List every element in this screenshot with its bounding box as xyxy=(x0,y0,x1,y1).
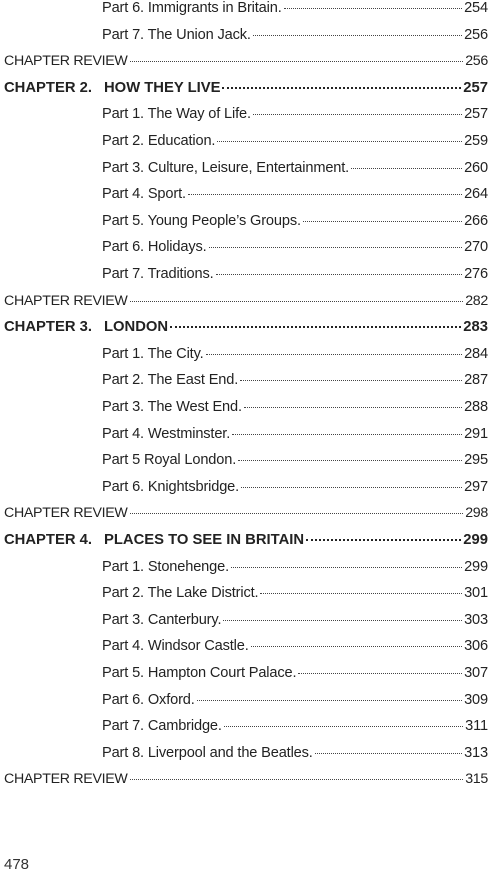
page-ref: 270 xyxy=(464,239,488,256)
part-label: Part 5. Young People’s Groups. xyxy=(102,212,301,229)
part-label: Part 2. Education. xyxy=(102,133,216,149)
dot-leader xyxy=(244,407,462,408)
toc-part-row[interactable] xyxy=(102,559,488,581)
chapter-heading xyxy=(4,319,168,335)
dot-leader xyxy=(306,539,461,541)
chapter-heading xyxy=(4,80,220,96)
dot-leader xyxy=(188,194,462,195)
part-label: Part 4. Windsor Castle. xyxy=(102,638,249,655)
toc-part-row[interactable] xyxy=(102,692,488,714)
dot-leader xyxy=(223,620,462,621)
toc-part-row[interactable] xyxy=(102,426,488,448)
part-label: Part 5 Royal London. xyxy=(102,452,237,469)
review-label: CHAPTER REVIEW xyxy=(4,771,128,788)
toc-review-row[interactable] xyxy=(4,771,488,793)
dot-leader xyxy=(209,247,463,248)
dot-leader xyxy=(130,61,464,62)
dot-leader xyxy=(351,168,462,169)
part-label: Part 6. Oxford. xyxy=(102,691,195,708)
toc-part-row[interactable] xyxy=(102,372,488,394)
part-label: Part 6. Knightsbridge. xyxy=(102,478,240,495)
toc-part-row[interactable] xyxy=(102,133,488,155)
page-ref: 309 xyxy=(464,691,488,708)
toc-review-row[interactable] xyxy=(4,53,488,75)
chapter-title: HOW THEY LIVE xyxy=(104,79,221,96)
page-ref: 303 xyxy=(464,611,488,628)
toc-part-row[interactable] xyxy=(102,479,488,501)
toc-part-row[interactable] xyxy=(102,239,488,261)
part-label: Part 6. Immigrants in Britain. xyxy=(102,0,282,16)
page-ref: 299 xyxy=(464,558,488,575)
toc-part-row[interactable] xyxy=(102,160,488,182)
page-ref: 301 xyxy=(464,585,488,602)
toc-part-row[interactable] xyxy=(102,399,488,421)
toc-part-row[interactable] xyxy=(102,186,488,208)
toc-part-row[interactable] xyxy=(102,612,488,634)
page-ref: 288 xyxy=(464,399,488,415)
chapter-number: CHAPTER 3. xyxy=(4,319,92,336)
dot-leader xyxy=(253,114,462,115)
dot-leader xyxy=(222,87,461,89)
review-label: CHAPTER REVIEW xyxy=(4,505,128,522)
toc-chapter-row[interactable] xyxy=(4,319,488,341)
toc-part-row[interactable] xyxy=(102,0,488,22)
toc-part-row[interactable] xyxy=(102,346,488,368)
dot-leader xyxy=(240,380,462,381)
part-label: Part 1. The Way of Life. xyxy=(102,106,251,123)
page-ref: 291 xyxy=(464,425,488,442)
part-label: Part 7. Cambridge. xyxy=(102,718,222,735)
toc-chapter-row[interactable] xyxy=(4,532,488,554)
dot-leader xyxy=(241,487,462,488)
review-label: CHAPTER REVIEW xyxy=(4,292,128,309)
part-label: Part 1. Stonehenge. xyxy=(102,558,229,575)
toc-chapter-row[interactable] xyxy=(4,80,488,102)
page-ref: 295 xyxy=(464,452,488,469)
part-label: Part 1. The City. xyxy=(102,345,204,362)
page-ref: 315 xyxy=(465,771,488,788)
page-ref: 266 xyxy=(464,212,488,229)
page-ref: 256 xyxy=(464,26,488,43)
part-label: Part 3. Culture, Leisure, Entertainment. xyxy=(102,159,350,176)
toc-part-row[interactable] xyxy=(102,638,488,660)
page-ref: 297 xyxy=(464,478,488,495)
part-label: Part 6. Holidays. xyxy=(102,239,207,256)
page-ref: 257 xyxy=(464,106,488,123)
page-ref: 257 xyxy=(463,79,488,96)
dot-leader xyxy=(216,274,463,275)
page-ref: 282 xyxy=(465,292,488,309)
part-label: Part 3. Canterbury. xyxy=(102,611,222,628)
page-ref: 284 xyxy=(464,345,488,362)
dot-leader xyxy=(238,460,462,461)
page-ref: 299 xyxy=(463,532,488,548)
page-ref: 313 xyxy=(464,744,488,761)
dot-leader xyxy=(315,753,462,754)
toc-part-row[interactable] xyxy=(102,718,488,740)
page-ref: 256 xyxy=(465,53,488,70)
page-ref: 260 xyxy=(464,159,488,176)
page-ref: 307 xyxy=(464,665,488,681)
toc-part-row[interactable] xyxy=(102,745,488,767)
toc-review-row[interactable] xyxy=(4,293,488,315)
dot-leader xyxy=(197,700,462,701)
part-label: Part 5. Hampton Court Palace. xyxy=(102,665,297,681)
toc-part-row[interactable] xyxy=(102,452,488,474)
page-ref: 283 xyxy=(463,319,488,336)
part-label: Part 7. Traditions. xyxy=(102,266,214,282)
chapter-title: LONDON xyxy=(104,319,169,336)
dot-leader xyxy=(224,726,463,727)
toc-part-row[interactable] xyxy=(102,106,488,128)
page-ref: 298 xyxy=(465,505,488,522)
dot-leader xyxy=(303,221,462,222)
dot-leader xyxy=(130,779,464,780)
part-label: Part 4. Sport. xyxy=(102,186,186,203)
page-ref: 264 xyxy=(464,186,488,203)
dot-leader xyxy=(130,513,464,514)
dot-leader xyxy=(251,646,463,647)
page-ref: 259 xyxy=(464,133,488,149)
toc-part-row[interactable] xyxy=(102,585,488,607)
part-label: Part 2. The East End. xyxy=(102,372,239,389)
page-number: 478 xyxy=(4,856,30,873)
page-ref: 306 xyxy=(464,638,488,655)
dot-leader xyxy=(217,141,462,142)
toc-part-row[interactable] xyxy=(102,27,488,49)
review-label: CHAPTER REVIEW xyxy=(4,53,128,70)
dot-leader xyxy=(231,567,462,568)
chapter-number: CHAPTER 2. xyxy=(4,79,92,96)
dot-leader xyxy=(298,673,462,674)
dot-leader xyxy=(232,434,462,435)
dot-leader xyxy=(253,35,462,36)
page-ref: 311 xyxy=(465,718,488,735)
part-label: Part 2. The Lake District. xyxy=(102,585,259,602)
dot-leader xyxy=(260,593,462,594)
dot-leader xyxy=(284,8,462,9)
toc-part-row[interactable] xyxy=(102,213,488,235)
part-label: Part 8. Liverpool and the Beatles. xyxy=(102,744,313,761)
page-ref: 254 xyxy=(464,0,488,16)
chapter-title: PLACES TO SEE IN BRITAIN xyxy=(104,532,305,548)
page-ref: 276 xyxy=(464,266,488,282)
part-label: Part 7. The Union Jack. xyxy=(102,26,251,43)
part-label: Part 3. The West End. xyxy=(102,399,242,415)
dot-leader xyxy=(170,326,461,328)
dot-leader xyxy=(130,301,464,302)
dot-leader xyxy=(206,354,463,355)
page-ref: 287 xyxy=(464,372,488,389)
toc-review-row[interactable] xyxy=(4,505,488,527)
toc-part-row[interactable] xyxy=(102,665,488,687)
toc-part-row[interactable] xyxy=(102,266,488,288)
part-label: Part 4. Westminster. xyxy=(102,425,231,442)
chapter-heading xyxy=(4,532,304,548)
chapter-number: CHAPTER 4. xyxy=(4,532,92,548)
